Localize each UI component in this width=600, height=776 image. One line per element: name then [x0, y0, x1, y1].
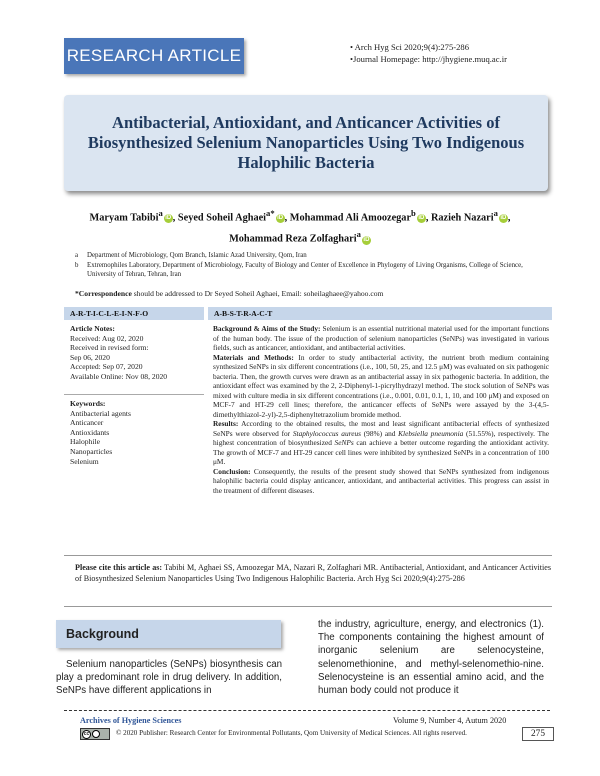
keywords-heading: Keywords:: [70, 399, 106, 408]
abstract-label: Background & Aims of the Study:: [213, 324, 321, 333]
section-heading: Background: [56, 620, 281, 648]
keyword-item: Antibacterial agents: [70, 408, 131, 418]
keywords: [70, 399, 206, 466]
affiliation-text: Department of Microbiology, Qom Branch, Islamic Azad University, Qom, Iran: [87, 252, 307, 259]
page-number: 275: [522, 727, 554, 741]
abstract-background: [213, 324, 549, 353]
note-item: Received: Aug 02, 2020: [70, 333, 144, 343]
footer-divider: [64, 710, 550, 711]
title-box: [64, 95, 548, 191]
note-item: Accepted: Sep 07, 2020: [70, 362, 143, 372]
citation-note: [75, 563, 551, 584]
article-type-badge: RESEARCH ARTICLE: [64, 38, 244, 74]
correspondence: [75, 289, 553, 298]
orcid-icon[interactable]: iD: [418, 215, 425, 222]
orcid-icon[interactable]: iD: [363, 236, 370, 243]
journal-citation: • Arch Hyg Sci 2020;9(4):275-286: [350, 42, 470, 52]
abstract-label: Results:: [213, 419, 239, 428]
affiliations: [75, 251, 553, 281]
divider: [64, 394, 204, 395]
body-text-left: Selenium nanoparticles (SeNPs) biosynthesis can play a predominant role in drug delivery. In addition, SeNPs have different applications in: [56, 659, 282, 697]
organism-name: Klebsiella pneumonia: [398, 428, 464, 438]
abstract-label: Materials and Methods:: [213, 352, 294, 362]
author-affil-mark: a: [158, 208, 163, 218]
affiliation-mark: b: [75, 262, 79, 270]
abstract-methods: [213, 353, 549, 420]
author-affil-mark: b: [411, 208, 416, 218]
notes-heading: Article Notes:: [70, 324, 115, 333]
abstract-text: Selenium is an essential nutritional material used for the important functions of the human body. The issue of the production of selenium nanoparticles (SeNPs) was investigated in various fields, such as anticancer, antioxidant, and antibacterial activities.: [213, 324, 549, 352]
abstract-text: In order to study antibacterial activity, the nutrient broth medium containing synthesized SeNPs in six different concentrations (i.e., 100, 50, 25, and 12.5 μM) was evaluated on six pathogenic bacteria. Then, the growth curves were drawn as an antibacterial assay in six pathogenic bacteria. In addition, the antioxidant effect was examined by the 2, 2-Diphenyl-1-picrylhydrazyl method. The stock solution of SeNPs was mixed with culture media in six different concentrations (i.e., 0.001, 0.01, 0.1, 1, 10, and 100 μM) and exposed on MCF-7 and HT-29 cell lines; therefore, the anticancer effects of SeNPs were assayed by the 3-(4,5-dimethylthiazol-2-yl)-2,5-diphenyltetrazolium bromide method.: [213, 352, 549, 419]
note-item: Available Online: Nov 08, 2020: [70, 371, 168, 381]
abstract-text: According to the obtained results, the most and least significant antibacterial effects of synthesized SeNPs were observed for: [213, 419, 549, 438]
abstract-text: (98%) and: [361, 428, 399, 438]
cc-icon: cc: [83, 730, 90, 737]
affiliation-mark: a: [75, 252, 79, 259]
correspondence-label: *Correspondence: [75, 289, 132, 298]
abstract-conclusion: [213, 467, 549, 496]
author-name: Razieh Nazari: [430, 212, 494, 224]
orcid-icon[interactable]: iD: [165, 215, 172, 222]
article-notes: [70, 324, 206, 382]
article-title: Antibacterial, Antioxidant, and Anticancer Activities of Biosynthesized Selenium Nanoparticles Using Two Indigenous Halophilic Bacteria: [87, 113, 525, 172]
organism-name: Staphylococcus aureus: [292, 428, 361, 438]
note-item: Received in revised form:: [70, 343, 149, 353]
author-list: Maryam Tabibi$^a$iD , Seyed Soheil Aghaei$^{a*}$iD , Mohammad Ali Amoozegar$^b$iD , Razieh Nazari$^a$iD , Mohammad Reza Zolfaghari$^a$iD: [89, 208, 511, 245]
orcid-icon[interactable]: iD: [500, 215, 507, 222]
divider: [64, 606, 552, 607]
abstract-heading: A-B-S-T-R-A-C-T: [208, 307, 552, 320]
abstract-text: can achieve a better outcome regarding the antioxidant activity. The growth of MCF-7 and HT-29 cancer cell lines were inhibited by synthesized SeNPs in a concentration of 100 μM.: [213, 438, 549, 466]
author-name: Maryam Tabibi: [89, 212, 159, 224]
article-info-heading: A-R-T-I-C-L-E-I-N-F-O: [64, 307, 204, 320]
abstract-text: (51.55%), respectively. The highest concentration of biosynthesized: [213, 428, 549, 447]
abstract-term: SeNPs: [334, 438, 354, 447]
by-icon: [92, 730, 100, 738]
correspondence-text: should be addressed to Dr Seyed Soheil Aghaei, Email: soheilaghaee@yahoo.com: [131, 289, 384, 298]
author-affil-mark: a*: [266, 208, 275, 218]
footer-journal: Archives of Hygiene Sciences: [80, 716, 182, 725]
note-item: Sep 06, 2020: [70, 352, 110, 362]
abstract-label: Conclusion:: [213, 466, 251, 476]
citation-text: Tabibi M, Aghaei SS, Amoozegar MA, Nazari R, Zolfaghari MR. Antibacterial, Antioxidant, and Anticancer Activities of Biosynthesized Selenium Nanoparticles Using Two Indigenous Halophilic Bacteria. Arch Hyg Sci 2020;9(4):275-286: [75, 563, 551, 583]
journal-info: [350, 41, 507, 65]
footer-volume: Volume 9, Number 4, Autum 2020: [393, 716, 507, 725]
copyright-notice: © 2020 Publisher: Research Center for Environmental Pollutants, Qom University of Medical Sciences. All rights reserved.: [116, 729, 467, 737]
keyword-item: Nanoparticles: [70, 446, 113, 456]
keyword-item: Selenium: [70, 456, 99, 466]
orcid-icon[interactable]: iD: [277, 215, 284, 222]
affiliation-item: [75, 251, 553, 260]
author-name: Seyed Soheil Aghaei: [177, 212, 267, 224]
abstract-body: [213, 324, 549, 495]
abstract-text: Consequently, the results of the present study showed that SeNPs synthesized from indigenous halophilic bacteria could display anticancer, antioxidant, and antibacterial activities. This progress can assist in the treatment of different diseases.: [213, 466, 549, 495]
citation-label: Please cite this article as:: [75, 563, 163, 572]
keyword-item: Halophile: [70, 437, 100, 447]
affiliation-text: Extremophiles Laboratory, Department of Microbiology, Faculty of Biology and Center of Excellence in Phylogeny of Living Organisms, College of Science, University of Tehran, Tehran, Iran: [87, 262, 523, 279]
affiliation-item: [75, 261, 553, 279]
journal-homepage[interactable]: •Journal Homepage: http://jhygiene.muq.ac.ir: [350, 54, 507, 64]
keyword-item: Anticancer: [70, 418, 104, 428]
keyword-item: Antioxidants: [70, 427, 110, 437]
author-name: Mohammad Reza Zolfaghari: [229, 233, 357, 245]
body-text-right: the industry, agriculture, energy, and electronics (1). The components containing the highest amount of inorganic selenium are selenocysteine, selenomethionine, and methyl-selenomethio-nine. Selenocysteine is an essential amino acid, and the human body could not produce it: [318, 619, 544, 697]
divider: [64, 555, 552, 556]
abstract-results: [213, 419, 549, 467]
author-affil-mark: a: [356, 229, 361, 240]
author-affil-mark: a: [493, 208, 498, 218]
creative-commons-icon[interactable]: [80, 728, 110, 740]
author-name: Mohammad Ali Amoozegar: [289, 212, 412, 224]
